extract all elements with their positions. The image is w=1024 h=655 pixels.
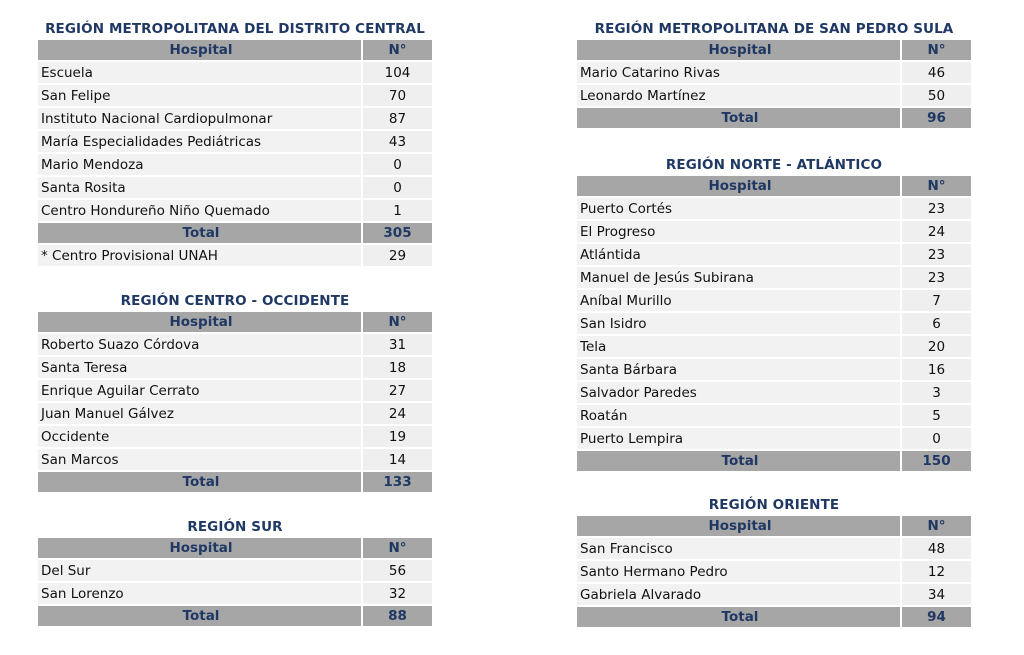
hospital-name: Enrique Aguilar Cerrato <box>38 379 362 402</box>
column-header-hospital: Hospital <box>577 516 901 537</box>
hospital-name: Centro Hondureño Niño Quemado <box>38 199 362 222</box>
table-row <box>38 559 432 582</box>
hospital-count: 5 <box>901 404 971 427</box>
total-label: Total <box>38 605 362 627</box>
hospital-count: 56 <box>362 559 432 582</box>
region-oriente <box>577 494 971 629</box>
table-header-row <box>38 40 432 61</box>
hospital-name: Juan Manuel Gálvez <box>38 402 362 425</box>
hospital-count: 7 <box>901 289 971 312</box>
column-header-count: N° <box>901 40 971 61</box>
table-row <box>577 335 971 358</box>
table-body <box>38 538 432 627</box>
column-header-count: N° <box>901 176 971 197</box>
hospital-count: 18 <box>362 356 432 379</box>
total-label: Total <box>577 606 901 628</box>
hospital-name: María Especialidades Pediátricas <box>38 130 362 153</box>
column-header-hospital: Hospital <box>38 312 362 333</box>
column-header-count: N° <box>362 40 432 61</box>
table-body <box>577 176 971 472</box>
hospital-count: 12 <box>901 560 971 583</box>
hospital-name: Escuela <box>38 61 362 84</box>
hospital-table <box>577 516 971 629</box>
column-header-hospital: Hospital <box>38 40 362 61</box>
column-header-count: N° <box>901 516 971 537</box>
hospital-count: 6 <box>901 312 971 335</box>
hospital-name: El Progreso <box>577 220 901 243</box>
hospital-name: San Isidro <box>577 312 901 335</box>
region-sur <box>38 516 432 628</box>
hospital-name: Instituto Nacional Cardiopulmonar <box>38 107 362 130</box>
region-centro-occidente <box>38 290 432 494</box>
table-header-row <box>577 516 971 537</box>
table-header-row <box>577 176 971 197</box>
region-title: REGIÓN CENTRO - OCCIDENTE <box>120 293 350 309</box>
hospital-count: 48 <box>901 537 971 560</box>
hospital-name: San Felipe <box>38 84 362 107</box>
hospital-name: Puerto Cortés <box>577 197 901 220</box>
hospital-count: 87 <box>362 107 432 130</box>
hospital-count: 46 <box>901 61 971 84</box>
table-row <box>577 84 971 107</box>
table-row <box>577 266 971 289</box>
total-row <box>577 450 971 472</box>
hospital-count: 20 <box>901 335 971 358</box>
hospital-count: 0 <box>901 427 971 450</box>
total-label: Total <box>38 471 362 493</box>
table-header-row <box>38 538 432 559</box>
hospital-name: Roatán <box>577 404 901 427</box>
table-row <box>38 61 432 84</box>
hospital-name: Santa Teresa <box>38 356 362 379</box>
hospital-count: 16 <box>901 358 971 381</box>
region-title: REGIÓN NORTE - ATLÁNTICO <box>665 157 883 173</box>
hospital-count: 104 <box>362 61 432 84</box>
hospital-name: Roberto Suazo Córdova <box>38 333 362 356</box>
total-label: Total <box>38 222 362 244</box>
region-distrito-central <box>38 18 432 268</box>
region-san-pedro-sula <box>577 18 971 130</box>
hospital-count: 50 <box>901 84 971 107</box>
table-row <box>38 176 432 199</box>
column-header-count: N° <box>362 312 432 333</box>
note-value: 29 <box>362 244 432 267</box>
table-row <box>577 404 971 427</box>
hospital-table <box>577 40 971 130</box>
hospital-name: Santa Bárbara <box>577 358 901 381</box>
hospital-count: 1 <box>362 199 432 222</box>
hospital-table <box>38 312 432 494</box>
region-title: REGIÓN ORIENTE <box>708 497 840 513</box>
hospital-name: Leonardo Martínez <box>577 84 901 107</box>
hospital-name: Manuel de Jesús Subirana <box>577 266 901 289</box>
hospital-name: Puerto Lempira <box>577 427 901 450</box>
table-row <box>577 61 971 84</box>
column-header-hospital: Hospital <box>577 176 901 197</box>
total-row <box>577 606 971 628</box>
table-row <box>38 333 432 356</box>
column-header-count: N° <box>362 538 432 559</box>
table-row <box>38 356 432 379</box>
hospital-count: 27 <box>362 379 432 402</box>
table-body <box>38 312 432 493</box>
table-header-row <box>577 40 971 61</box>
note-row <box>38 244 432 267</box>
table-row <box>38 425 432 448</box>
table-body <box>38 40 432 267</box>
table-row <box>38 107 432 130</box>
table-row <box>577 583 971 606</box>
total-row <box>38 605 432 627</box>
hospital-count: 24 <box>901 220 971 243</box>
total-label: Total <box>577 450 901 472</box>
total-value: 133 <box>362 471 432 493</box>
total-label: Total <box>577 107 901 129</box>
column-header-hospital: Hospital <box>577 40 901 61</box>
hospital-name: Gabriela Alvarado <box>577 583 901 606</box>
region-title: REGIÓN METROPOLITANA DE SAN PEDRO SULA <box>594 21 954 37</box>
hospital-table <box>38 538 432 628</box>
hospital-count: 23 <box>901 197 971 220</box>
table-header-row <box>38 312 432 333</box>
hospital-count: 19 <box>362 425 432 448</box>
table-body <box>577 516 971 628</box>
table-row <box>38 582 432 605</box>
hospital-name: Santo Hermano Pedro <box>577 560 901 583</box>
hospital-table <box>577 176 971 473</box>
table-row <box>38 379 432 402</box>
total-value: 88 <box>362 605 432 627</box>
table-row <box>577 220 971 243</box>
hospital-count: 34 <box>901 583 971 606</box>
hospital-count: 23 <box>901 243 971 266</box>
table-row <box>38 84 432 107</box>
hospital-name: Santa Rosita <box>38 176 362 199</box>
total-value: 94 <box>901 606 971 628</box>
table-body <box>577 40 971 129</box>
table-row <box>577 197 971 220</box>
hospital-count: 23 <box>901 266 971 289</box>
hospital-name: San Marcos <box>38 448 362 471</box>
hospital-count: 14 <box>362 448 432 471</box>
total-row <box>38 222 432 244</box>
table-row <box>577 381 971 404</box>
hospital-name: San Francisco <box>577 537 901 560</box>
table-row <box>577 427 971 450</box>
note-label: * Centro Provisional UNAH <box>38 244 362 267</box>
column-header-hospital: Hospital <box>38 538 362 559</box>
table-row <box>577 312 971 335</box>
hospital-name: Mario Catarino Rivas <box>577 61 901 84</box>
hospital-count: 3 <box>901 381 971 404</box>
hospital-count: 0 <box>362 176 432 199</box>
table-row <box>38 448 432 471</box>
table-row <box>38 402 432 425</box>
total-value: 305 <box>362 222 432 244</box>
hospital-count: 32 <box>362 582 432 605</box>
hospital-name: Atlántida <box>577 243 901 266</box>
region-title: REGIÓN SUR <box>187 519 283 535</box>
table-row <box>38 130 432 153</box>
hospital-name: Salvador Paredes <box>577 381 901 404</box>
total-value: 150 <box>901 450 971 472</box>
hospital-count: 0 <box>362 153 432 176</box>
hospital-count: 31 <box>362 333 432 356</box>
hospital-count: 24 <box>362 402 432 425</box>
hospital-name: Mario Mendoza <box>38 153 362 176</box>
hospital-name: San Lorenzo <box>38 582 362 605</box>
hospital-count: 43 <box>362 130 432 153</box>
hospital-name: Aníbal Murillo <box>577 289 901 312</box>
hospital-name: Tela <box>577 335 901 358</box>
region-norte-atlantico <box>577 154 971 473</box>
hospital-table <box>38 40 432 268</box>
hospital-name: Del Sur <box>38 559 362 582</box>
total-row <box>577 107 971 129</box>
table-row <box>577 358 971 381</box>
table-row <box>577 243 971 266</box>
total-row <box>38 471 432 493</box>
region-title: REGIÓN METROPOLITANA DEL DISTRITO CENTRAL <box>45 21 425 37</box>
table-row <box>38 153 432 176</box>
table-row <box>38 199 432 222</box>
hospital-name: Occidente <box>38 425 362 448</box>
table-row <box>577 560 971 583</box>
total-value: 96 <box>901 107 971 129</box>
hospital-count: 70 <box>362 84 432 107</box>
table-row <box>577 289 971 312</box>
table-row <box>577 537 971 560</box>
